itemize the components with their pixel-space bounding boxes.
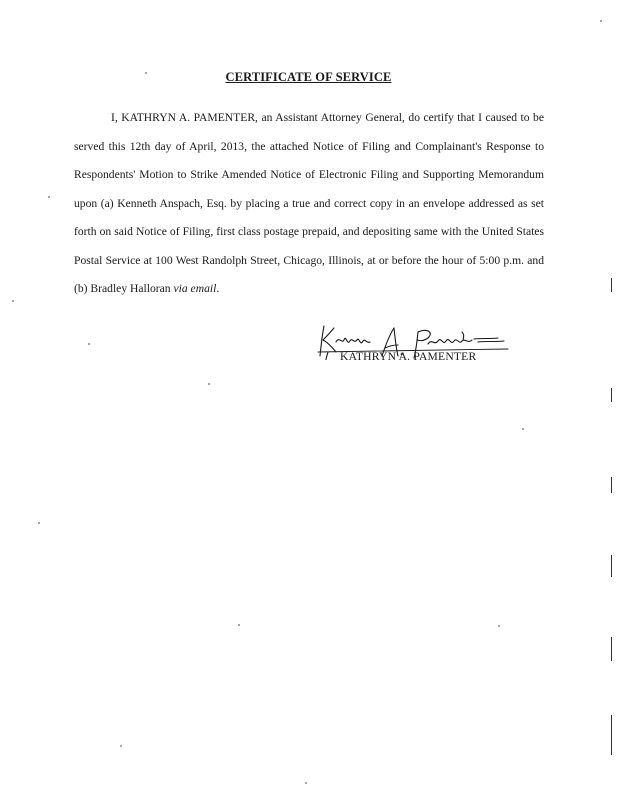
scan-speck [522, 428, 524, 430]
scan-speck [305, 782, 307, 784]
scan-mark [611, 637, 612, 661]
scan-speck [238, 624, 240, 626]
scan-speck [145, 72, 147, 74]
scan-speck [48, 196, 50, 198]
scan-mark [611, 278, 612, 292]
scan-speck [38, 522, 40, 524]
scan-mark [611, 388, 612, 402]
scan-mark [611, 477, 612, 493]
scan-speck [88, 343, 90, 345]
scan-mark [611, 715, 612, 755]
scan-mark [611, 555, 612, 577]
paragraph-period: . [216, 282, 220, 295]
scan-speck [498, 625, 500, 627]
scan-speck [208, 383, 210, 385]
signature-block [312, 322, 512, 372]
certificate-paragraph [74, 104, 544, 304]
document-title: CERTIFICATE OF SERVICE [225, 70, 392, 84]
scan-speck [12, 300, 14, 302]
signer-name: KATHRYN A. PAMENTER [340, 350, 477, 363]
paragraph-italic-text: via email [173, 282, 217, 295]
scan-speck [600, 20, 602, 22]
paragraph-text: I, KATHRYN A. PAMENTER, an Assistant Attorney General, do certify that I caused to be served this 12th day of April, 2013, the attached Notice of Filing and Complainant's Response to Respondents' Motion to Strike Amended Notice of Electronic Filing and Supporting Memorandum upon (a) Kenneth Anspach, Esq. by placing a true and correct copy in an envelope addressed as set forth on said Notice of Filing, first class postage prepaid, and depositing same with the United States Postal Service at 100 West Randolph Street, Chicago, Illinois, at or before the hour of 5:00 p.m. and (b) Bradley Halloran [74, 111, 544, 295]
scan-speck [120, 745, 122, 747]
